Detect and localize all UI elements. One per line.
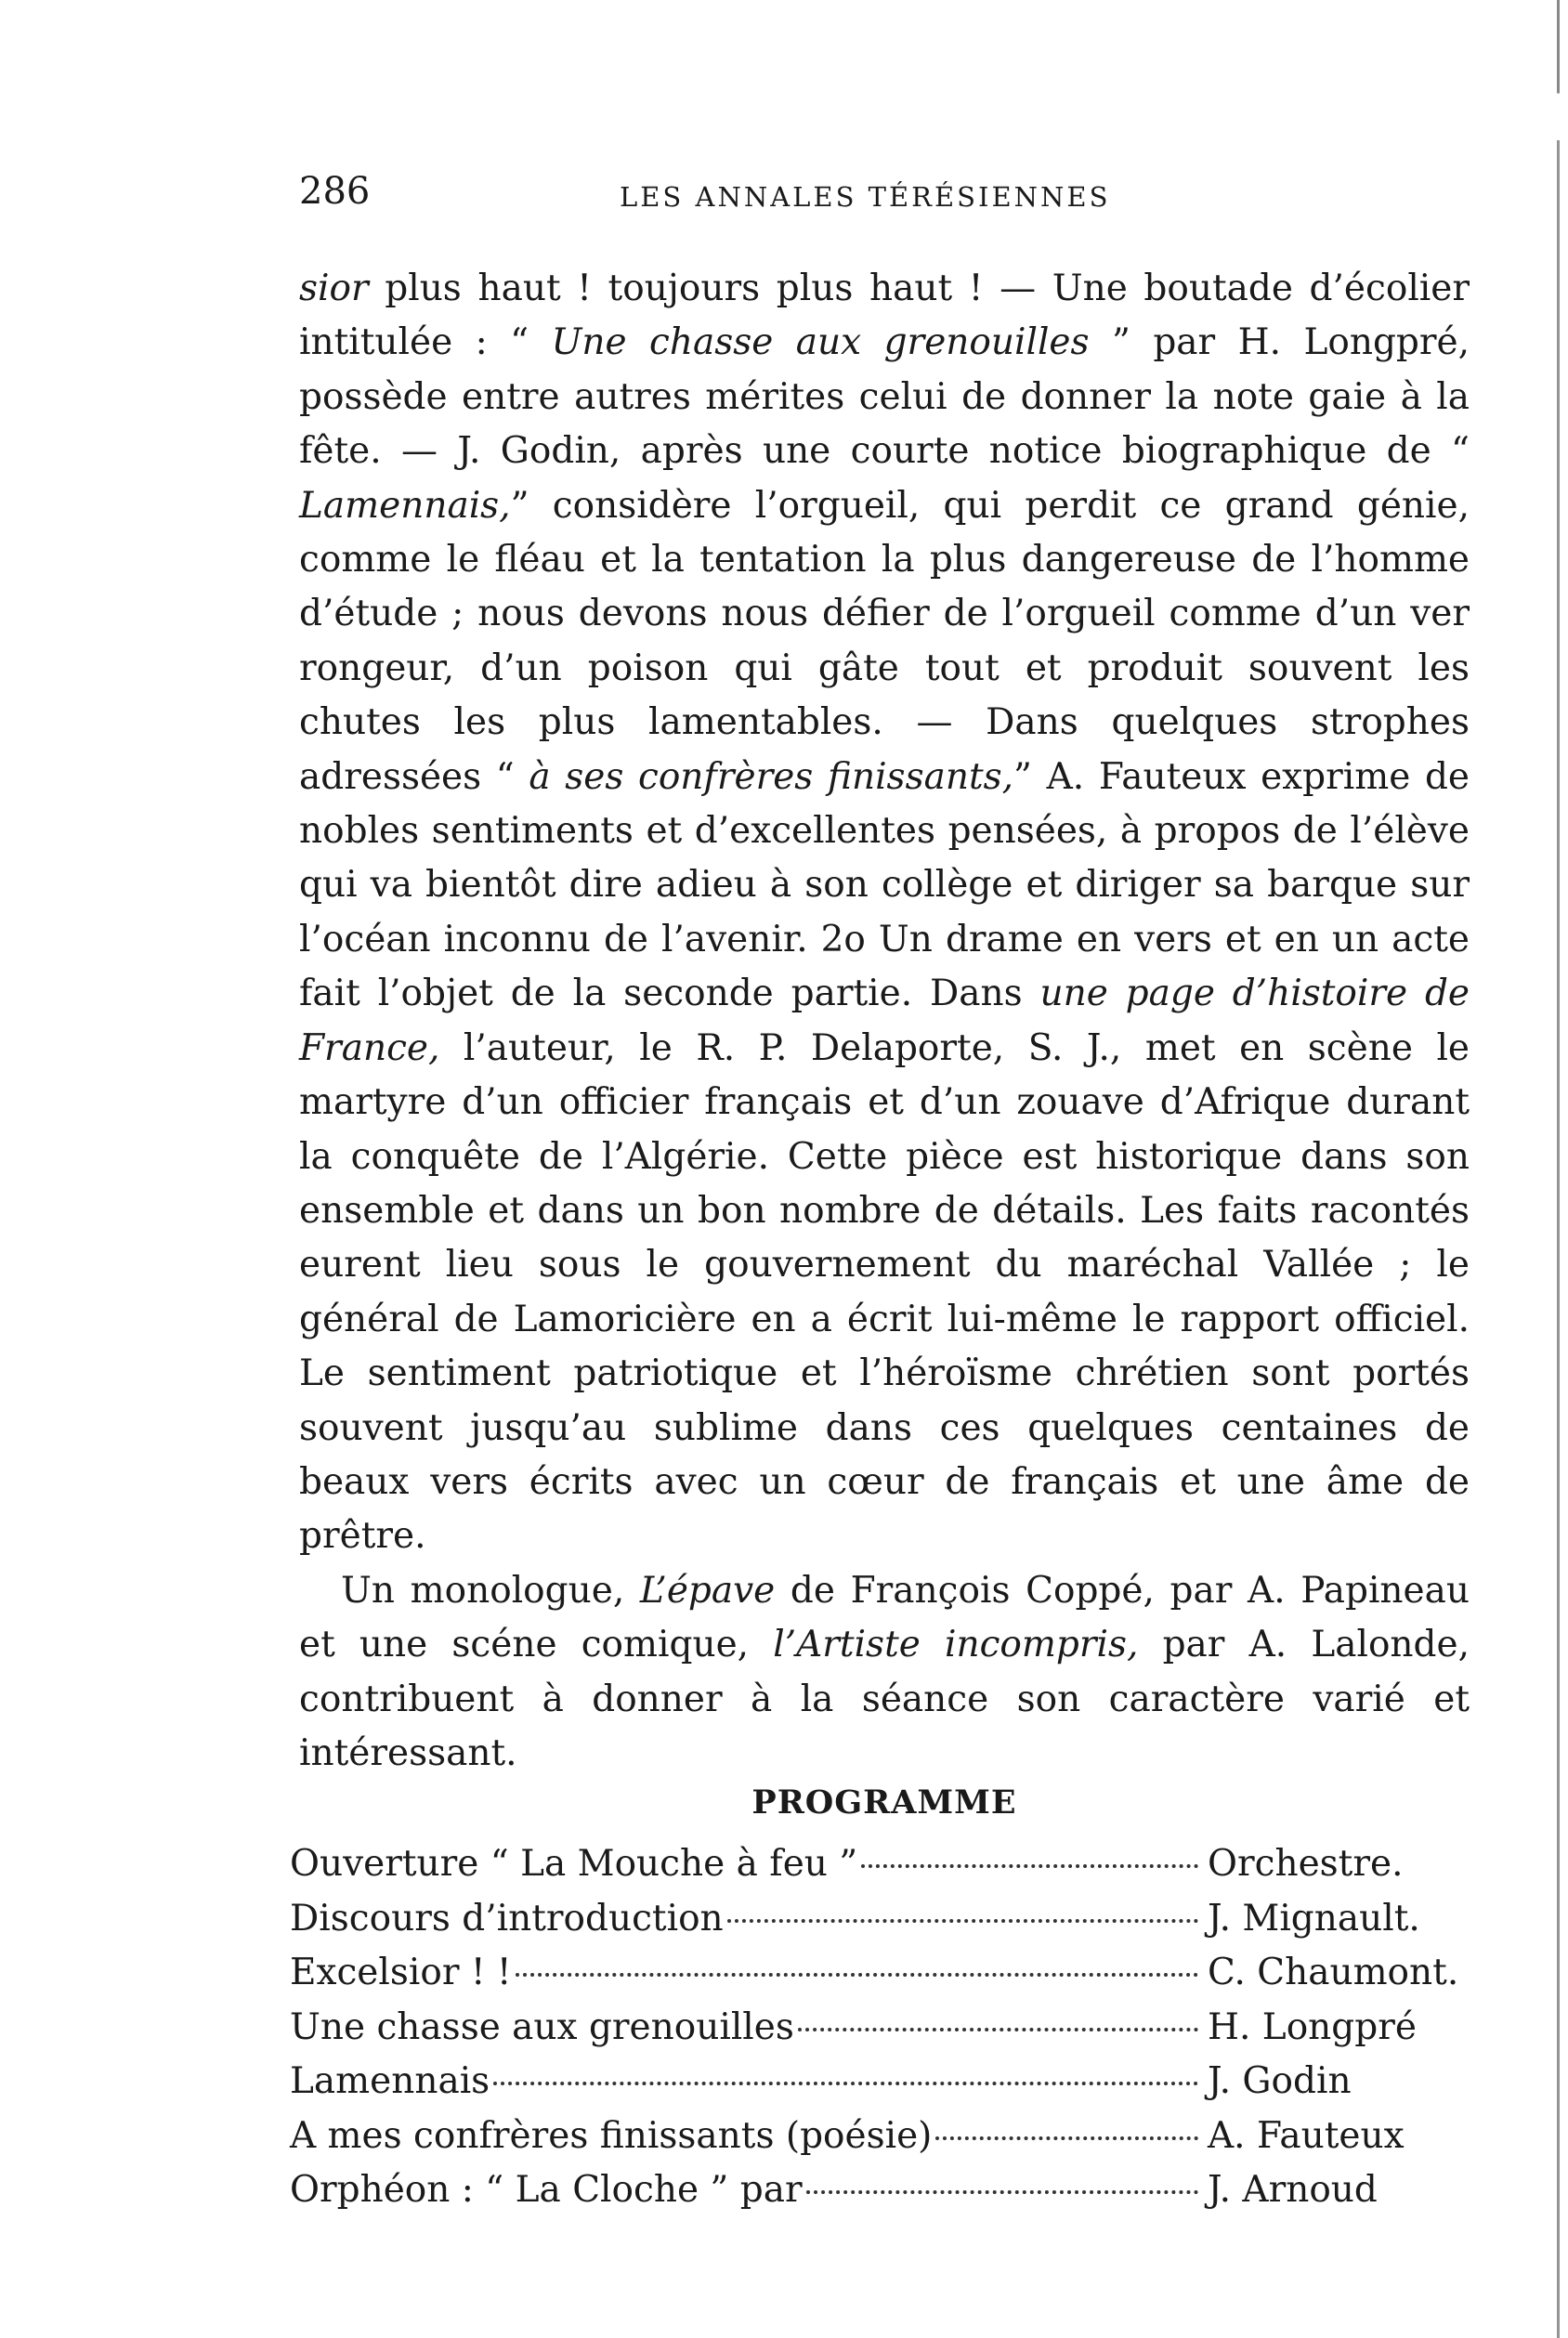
programme-title: PROGRAMME xyxy=(751,1783,1017,1822)
programme-item: Discours d’introduction xyxy=(290,1897,724,1940)
italic-title: Une chasse aux grenouilles xyxy=(551,321,1090,364)
italic-title: une page d’histoire de France, xyxy=(299,973,1470,1069)
paragraph-1 xyxy=(299,262,1470,1564)
programme-row xyxy=(290,1946,1477,2001)
programme-item: Excelsior ! ! xyxy=(290,1952,512,1993)
dot-leader xyxy=(493,2082,1198,2085)
text-fragment: ” par H. Longpré, possède entre autres mérites celui de donner la note gaie à la fête. — J. Godin, après une courte notice biographique de “ xyxy=(299,321,1470,473)
programme-row xyxy=(290,2001,1477,2056)
programme-row xyxy=(290,2109,1477,2164)
italic-title: à ses confrères finissants, xyxy=(529,755,1014,798)
dot-leader xyxy=(935,2136,1198,2140)
programme-performer: C. Chaumont. xyxy=(1208,1952,1459,1993)
dot-leader xyxy=(861,1864,1198,1868)
programme-performer: J. Arnoud xyxy=(1208,2169,1378,2211)
running-head: LES ANNALES TÉRÉSIENNES xyxy=(620,181,1111,213)
text-fragment: l’auteur, le R. P. Delaporte, S. J., met en scène le martyre d’un officier français et d’un zouave d’Afrique durant la conquête de l’Algérie. Cette pièce est historique dans son ensemble et dans un bon nombre de détails. Les faits racontés eurent lieu sous le gouvernement du maréchal Vallée ; le général de Lamoricière en a écrit lui-même le rapport officiel. Le sentiment patriotique et l’héroïsme chrétien sont portés souvent jusqu’au sublime dans ces quelques centaines de beaux vers écrits avec un cœur de français et une âme de prêtre. xyxy=(299,1026,1470,1558)
programme-item: A mes confrères finissants (poésie) xyxy=(290,2114,933,2157)
programme-performer: J. Godin xyxy=(1208,2060,1352,2102)
body-text xyxy=(299,262,1470,1781)
page-header xyxy=(299,163,1228,219)
programme-row xyxy=(290,2055,1477,2109)
text-fragment: plus haut ! toujours plus haut ! — Une boutade d’écolier intitulée : “ xyxy=(299,268,1470,364)
programme-row xyxy=(290,2163,1477,2218)
text-fragment: de François Coppé, par A. Papineau et une scéne comique, xyxy=(299,1569,1470,1666)
italic-fragment: sior xyxy=(299,268,369,309)
page-edge xyxy=(1557,0,1560,2338)
dot-leader xyxy=(806,2190,1198,2194)
programme-item: Une chasse aux grenouilles xyxy=(290,2005,794,2048)
text-fragment: par A. Lalonde, contribuent à donner à la séance son caractère varié et intéressant. xyxy=(299,1624,1470,1774)
text-fragment: Un monologue, xyxy=(341,1569,640,1612)
text-fragment: ” considère l’orgueil, qui perdit ce grand génie, comme le fléau et la tentation la plus dangereuse de l’homme d’étude ; nous devons nous défier de l’orgueil comme d’un ver rongeur, d’un poison qui gâte tout et produit souvent les chutes les plus lamentables. — Dans quelques strophes adressées “ xyxy=(299,484,1470,798)
dot-leader xyxy=(516,1973,1198,1977)
programme-item: Ouverture “ La Mouche à feu ” xyxy=(290,1843,858,1885)
page-number: 286 xyxy=(299,170,371,213)
programme-row xyxy=(290,1837,1477,1892)
programme-performer: H. Longpré xyxy=(1208,2005,1417,2048)
text-fragment: ” A. Fauteux exprime de nobles sentiments et d’excellentes pensées, à propos de l’élève qui va bientôt dire adieu à son collège et diriger sa barque sur l’océan inconnu de l’avenir. 2o Un drame en vers et en un acte fait l’objet de la seconde partie. Dans xyxy=(299,755,1470,1015)
programme-item: Lamennais xyxy=(290,2060,490,2102)
programme-performer: J. Mignault. xyxy=(1208,1897,1420,1940)
italic-title: Lamennais, xyxy=(299,484,511,527)
programme-item: Orphéon : “ La Cloche ” par xyxy=(290,2169,803,2211)
paragraph-2 xyxy=(299,1564,1470,1782)
italic-title: L’épave xyxy=(639,1569,776,1612)
programme-performer: A. Fauteux xyxy=(1208,2114,1405,2157)
dot-leader xyxy=(727,1919,1198,1923)
programme-performer: Orchestre. xyxy=(1208,1843,1404,1885)
italic-title: l’Artiste incompris, xyxy=(773,1624,1139,1666)
programme-list xyxy=(290,1837,1477,2218)
programme-row xyxy=(290,1892,1477,1947)
dot-leader xyxy=(798,2028,1198,2031)
